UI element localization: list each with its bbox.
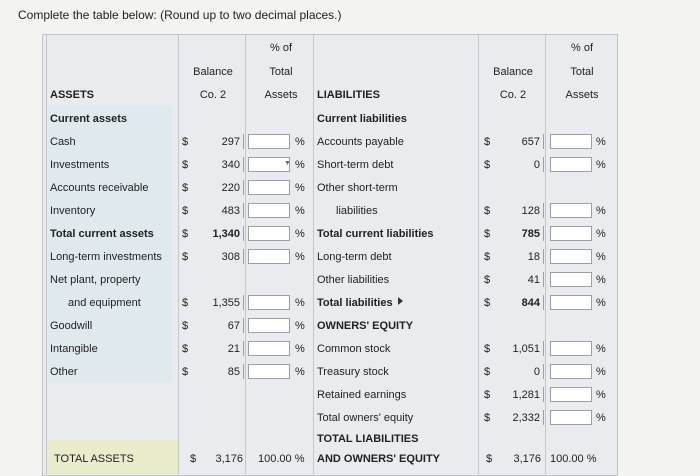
total-assets-label: TOTAL ASSETS [54, 453, 134, 465]
liability-pct-input[interactable] [550, 295, 592, 310]
liability-pct-input[interactable] [550, 203, 592, 218]
liability-pct-input[interactable] [550, 249, 592, 264]
liability-pct-input[interactable] [550, 387, 592, 402]
liability-row-currency: $ [484, 412, 491, 424]
header-assets-left: Assets [264, 89, 298, 101]
asset-pct-input[interactable] [248, 203, 290, 218]
total-liabilities-label-line1: TOTAL LIABILITIES [317, 433, 419, 445]
liability-row-label: Accounts payable [317, 136, 404, 148]
total-liabilities-pct: 100.00 % [550, 453, 597, 465]
asset-row-label: Intangible [50, 343, 98, 355]
asset-value-cell [196, 157, 244, 172]
percent-sign: % [596, 389, 606, 401]
asset-row-value: 1,355 [212, 297, 240, 309]
liability-row-value: 0 [533, 366, 540, 378]
liability-pct-input[interactable] [550, 341, 592, 356]
liability-value-cell [496, 295, 544, 310]
header-assets: ASSETS [50, 89, 95, 101]
header-total-right: Total [570, 66, 594, 78]
asset-row-value: 1,340 [212, 228, 240, 240]
asset-row-label: Total current assets [50, 228, 154, 240]
asset-value-cell [196, 180, 244, 195]
liability-row-currency: $ [484, 297, 491, 309]
asset-row-currency: $ [182, 136, 189, 148]
percent-sign: % [295, 343, 305, 355]
percent-sign: % [596, 228, 606, 240]
asset-row-label: Cash [50, 136, 76, 148]
percent-sign: % [295, 366, 305, 378]
percent-sign: % [596, 366, 606, 378]
liability-row-value: 1,281 [512, 389, 540, 401]
divider [545, 34, 546, 474]
header-pct-of-left: % of [269, 42, 292, 54]
asset-value-cell [196, 341, 244, 356]
divider [245, 34, 246, 474]
liability-pct-input[interactable] [550, 410, 592, 425]
divider [46, 34, 47, 474]
liability-row-value: 785 [521, 228, 540, 240]
liability-row-currency: $ [484, 343, 491, 355]
asset-row-label: Long-term investments [50, 251, 162, 263]
asset-row-currency: $ [182, 182, 189, 194]
percent-sign: % [596, 251, 606, 263]
percent-sign: % [596, 274, 606, 286]
total-assets-pct: 100.00 % [258, 453, 305, 465]
divider [313, 34, 314, 474]
liability-row-label: Treasury stock [317, 366, 389, 378]
asset-pct-input[interactable] [248, 341, 290, 356]
header-co2-left: Co. 2 [199, 89, 227, 101]
liability-row-label: Long-term debt [317, 251, 392, 263]
header-balance-right: Balance [493, 66, 533, 78]
mouse-cursor-icon [398, 297, 403, 305]
percent-sign: % [295, 320, 305, 332]
asset-row-value: 67 [227, 320, 240, 332]
liability-pct-input[interactable] [550, 272, 592, 287]
liability-row-label: Other short-term [317, 182, 398, 194]
liability-pct-input[interactable] [550, 364, 592, 379]
asset-row-currency: $ [182, 251, 189, 263]
asset-row-currency: $ [182, 366, 189, 378]
asset-row-currency: $ [182, 205, 189, 217]
percent-sign: % [295, 205, 305, 217]
asset-row-label: Goodwill [50, 320, 93, 332]
liability-row-value: 657 [521, 136, 540, 148]
asset-pct-input[interactable] [248, 180, 290, 195]
liability-row-value: 0 [533, 159, 540, 171]
liability-value-cell [496, 226, 544, 241]
percent-sign: % [596, 297, 606, 309]
total-assets-currency: $ [190, 453, 197, 465]
asset-pct-input[interactable] [248, 134, 290, 149]
header-assets-right: Assets [565, 89, 599, 101]
liability-row-label: Other liabilities [317, 274, 390, 286]
liability-row-label: Common stock [317, 343, 391, 355]
asset-value-cell [196, 249, 244, 264]
divider [478, 34, 479, 474]
percent-sign: % [295, 159, 305, 171]
asset-row-value: 21 [227, 343, 240, 355]
header-liabilities: LIABILITIES [317, 89, 380, 101]
liability-row-currency: $ [484, 228, 491, 240]
liability-row-label: Total current liabilities [317, 228, 434, 240]
asset-row-label: Current assets [50, 113, 128, 125]
total-liabilities-currency: $ [486, 453, 493, 465]
liability-row-label: Current liabilities [317, 113, 407, 125]
divider [178, 34, 179, 474]
liability-row-label: Total owners' equity [317, 412, 414, 424]
liability-row-label: Retained earnings [317, 389, 407, 401]
liability-row-value: 2,332 [512, 412, 540, 424]
asset-pct-input[interactable] [248, 295, 290, 310]
liability-row-currency: $ [484, 366, 491, 378]
liability-value-cell [496, 341, 544, 356]
liability-row-label: liabilities [336, 205, 378, 217]
header-total-left: Total [269, 66, 293, 78]
asset-pct-input[interactable] [248, 226, 290, 241]
asset-pct-input[interactable] [248, 249, 290, 264]
percent-sign: % [295, 182, 305, 194]
liability-row-currency: $ [484, 389, 491, 401]
liability-row-currency: $ [484, 205, 491, 217]
liability-value-cell [496, 203, 544, 218]
asset-row-currency: $ [182, 297, 189, 309]
header-co2-right: Co. 2 [499, 89, 527, 101]
percent-sign: % [596, 343, 606, 355]
asset-row-currency: $ [182, 228, 189, 240]
asset-pct-input[interactable] [248, 318, 290, 333]
asset-row-currency: $ [182, 159, 189, 171]
liability-row-label: Total liabilities [317, 297, 393, 309]
asset-row-label: Other [50, 366, 78, 378]
chevron-down-icon: ▼ [284, 160, 291, 167]
asset-row-value: 483 [221, 205, 240, 217]
total-assets-value: 3,176 [215, 453, 243, 465]
asset-row-value: 308 [221, 251, 240, 263]
percent-sign: % [596, 136, 606, 148]
asset-row-value: 220 [221, 182, 240, 194]
asset-value-cell [196, 318, 244, 333]
percent-sign: % [596, 159, 606, 171]
asset-row-value: 340 [221, 159, 240, 171]
asset-value-cell [196, 134, 244, 149]
liability-value-cell [496, 272, 544, 287]
liability-row-currency: $ [484, 251, 491, 263]
liability-row-value: 41 [527, 274, 540, 286]
liability-row-currency: $ [484, 159, 491, 171]
asset-row-currency: $ [182, 343, 189, 355]
liability-row-currency: $ [484, 274, 491, 286]
liability-row-value: 844 [521, 297, 540, 309]
asset-row-label: Net plant, property [50, 274, 141, 286]
liability-value-cell [496, 157, 544, 172]
liability-pct-input[interactable] [550, 157, 592, 172]
liability-value-cell [496, 134, 544, 149]
asset-row-label: and equipment [68, 297, 141, 309]
asset-value-cell [196, 226, 244, 241]
asset-row-label: Accounts receivable [50, 182, 149, 194]
total-liabilities-label-line2: AND OWNERS' EQUITY [317, 453, 441, 465]
liability-value-cell [496, 387, 544, 402]
liability-row-value: 128 [521, 205, 540, 217]
liability-row-currency: $ [484, 136, 491, 148]
liability-row-label: OWNERS' EQUITY [317, 320, 414, 332]
asset-row-value: 85 [227, 366, 240, 378]
asset-pct-input[interactable] [248, 364, 290, 379]
header-balance-left: Balance [193, 66, 233, 78]
percent-sign: % [295, 136, 305, 148]
asset-value-cell [196, 364, 244, 379]
liability-value-cell [496, 249, 544, 264]
percent-sign: % [596, 205, 606, 217]
percent-sign: % [295, 228, 305, 240]
liability-pct-input[interactable] [550, 134, 592, 149]
asset-row-label: Inventory [50, 205, 96, 217]
liability-value-cell [496, 364, 544, 379]
liability-pct-input[interactable] [550, 226, 592, 241]
asset-row-currency: $ [182, 320, 189, 332]
total-liabilities-value: 3,176 [513, 453, 541, 465]
liability-row-value: 1,051 [512, 343, 540, 355]
instruction-text: Complete the table below: (Round up to two decimal places.) [18, 8, 342, 22]
asset-row-value: 297 [221, 136, 240, 148]
percent-sign: % [295, 297, 305, 309]
asset-value-cell [196, 203, 244, 218]
asset-row-label: Investments [50, 159, 110, 171]
liability-row-value: 18 [527, 251, 540, 263]
liability-row-label: Short-term debt [317, 159, 394, 171]
percent-sign: % [596, 412, 606, 424]
percent-sign: % [295, 251, 305, 263]
liability-value-cell [496, 410, 544, 425]
header-pct-of-right: % of [570, 42, 593, 54]
asset-value-cell [196, 295, 244, 310]
